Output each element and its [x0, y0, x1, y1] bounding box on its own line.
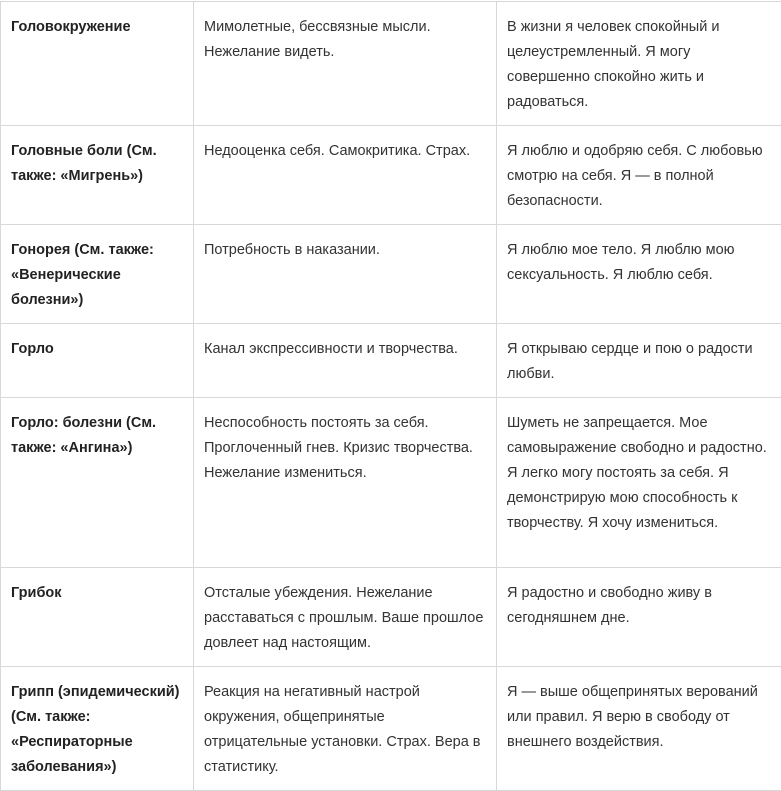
table-row — [1, 2, 781, 126]
table-row — [1, 568, 781, 667]
cause-cell: Неспособность постоять за себя. Проглоченный гнев. Кризис творчества. Нежелание измениться. — [194, 398, 497, 568]
problem-cell: Грибок — [1, 568, 194, 667]
table-row — [1, 225, 781, 324]
affirmation-cell: В жизни я человек спокойный и целеустремленный. Я могу совершенно спокойно жить и радоваться. — [497, 2, 781, 126]
affirmation-cell: Я люблю мое тело. Я люблю мою сексуальность. Я люблю себя. — [497, 225, 781, 324]
problem-cell: Горло — [1, 324, 194, 398]
affirmation-cell: Я открываю сердце и пою о радости любви. — [497, 324, 781, 398]
problem-cell: Головные боли (См. также: «Мигрень») — [1, 126, 194, 225]
ailments-table — [0, 1, 781, 791]
problem-cell: Грипп (эпидемический) (См. также: «Респираторные заболевания») — [1, 667, 194, 791]
affirmation-cell: Шуметь не запрещается. Мое самовыражение свободно и радостно. Я легко могу постоять за себя. Я демонстрирую мою способность к творчеству. Я хочу измениться. — [497, 398, 781, 568]
cause-cell: Реакция на негативный настрой окружения, общепринятые отрицательные установки. Страх. Вера в статистику. — [194, 667, 497, 791]
problem-cell: Головокружение — [1, 2, 194, 126]
cause-cell: Отсталые убеждения. Нежелание расставаться с прошлым. Ваше прошлое довлеет над настоящим. — [194, 568, 497, 667]
cause-cell: Потребность в наказании. — [194, 225, 497, 324]
cause-cell: Мимолетные, бессвязные мысли. Нежелание видеть. — [194, 2, 497, 126]
cause-cell: Недооценка себя. Самокритика. Страх. — [194, 126, 497, 225]
cause-cell: Канал экспрессивности и творчества. — [194, 324, 497, 398]
table-row — [1, 398, 781, 568]
table-row — [1, 667, 781, 791]
affirmation-cell: Я радостно и свободно живу в сегодняшнем дне. — [497, 568, 781, 667]
problem-cell: Горло: болезни (См. также: «Ангина») — [1, 398, 194, 568]
affirmation-cell: Я люблю и одобряю себя. С любовью смотрю на себя. Я — в полной безопасности. — [497, 126, 781, 225]
problem-cell: Гонорея (См. также: «Венерические болезни») — [1, 225, 194, 324]
table-row — [1, 324, 781, 398]
affirmation-cell: Я — выше общепринятых верований или правил. Я верю в свободу от внешнего воздействия. — [497, 667, 781, 791]
table-row — [1, 126, 781, 225]
